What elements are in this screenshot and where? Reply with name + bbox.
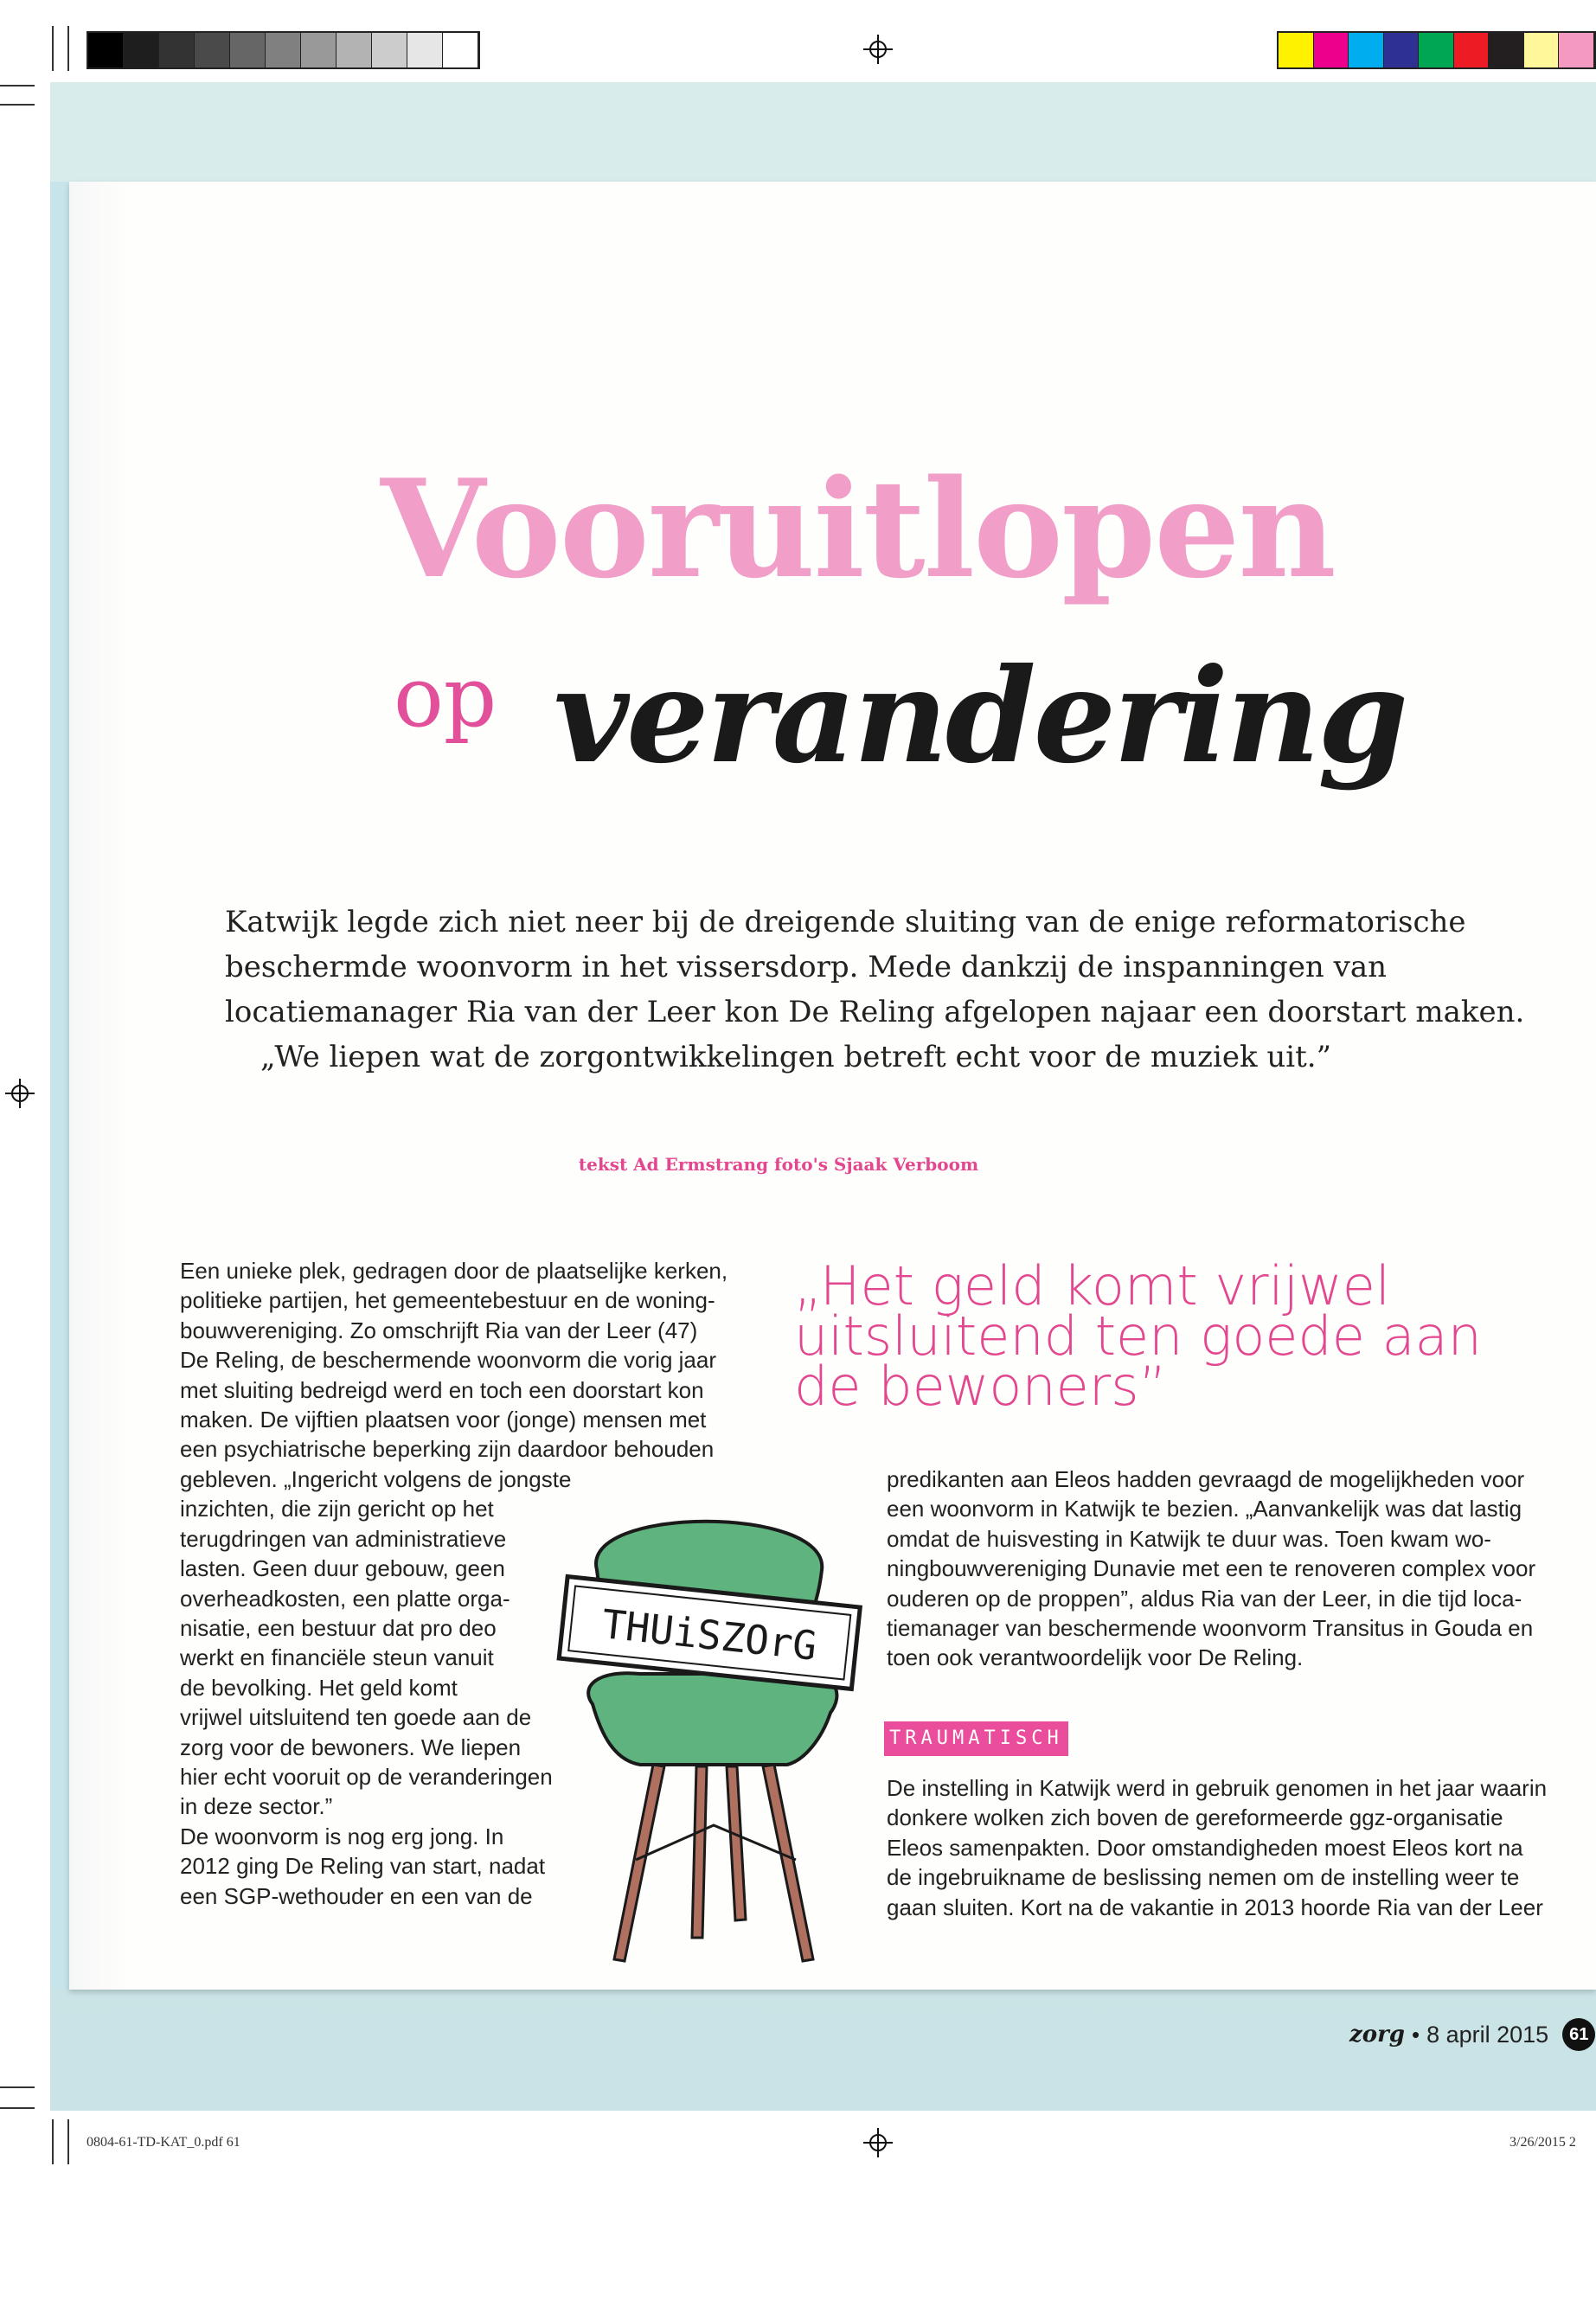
grayscale-color-bar [87,31,480,69]
color-swatch [301,33,337,67]
body-line: Een unieke plek, gedragen door de plaatselijke kerken, [180,1258,728,1284]
chair-seat [588,1673,836,1765]
body-line: gebleven. „Ingericht volgens de jongste [180,1466,572,1492]
registration-mark-icon [863,2128,893,2157]
body-line: zorg voor de bewoners. We liepen [180,1734,522,1760]
color-swatch [1384,33,1420,67]
color-swatch [1279,33,1314,67]
body-line: inzichten, die zijn gericht op het [180,1496,494,1522]
body-line: omdat de huisvesting in Katwijk te duur was. Toen kwam wo- [887,1525,1491,1552]
body-line: een SGP-wethouder en een van de [180,1882,533,1909]
byline-credit: tekst Ad Ermstrang foto's Sjaak Verboom [578,1154,979,1175]
pull-quote [794,1254,1555,1418]
page-footer [1349,2017,1595,2052]
article-title: Vooruitlopen [381,450,1335,608]
registration-mark-icon [5,1079,35,1108]
color-swatch [266,33,301,67]
crop-mark [0,2107,35,2109]
body-line: hier echt vooruit op de veranderingen [180,1764,553,1791]
body-line: werkt en financiële steun vanuit [180,1644,494,1671]
crop-mark [67,26,69,71]
page-number-badge: 61 [1562,2018,1595,2051]
slug-left: 0804-61-TD-KAT_0.pdf 61 [87,2135,240,2150]
sign-text: THUiSZOrG [599,1600,819,1670]
body-column-left-bottom [180,1465,572,1911]
body-line: toen ook verantwoordelijk voor De Reling. [887,1644,1304,1671]
body-line: een psychiatrische beperking zijn daardoor behouden [180,1436,715,1463]
body-line: gaan sluiten. Kort na de vakantie in 2013 hoorde Ria van der Leer [887,1894,1543,1920]
crop-mark [0,2086,35,2088]
body-line: Eleos samenpakten. Door omstandigheden moest Eleos kort na [887,1834,1523,1861]
color-swatch [230,33,266,67]
chair-cross-brace [636,1825,796,1860]
body-line: predikanten aan Eleos hadden gevraagd de mogelijkheden voor [887,1466,1525,1492]
intro-line: Katwijk legde zich niet neer bij de dreigende sluiting van de enige reformatorische [225,905,1466,939]
color-swatch [407,33,443,67]
intro-line: beschermde woonvorm in het vissersdorp. Mede dankzij de inspanningen van [225,950,1388,984]
pull-quote-line: uitsluitend ten goede aan [794,1304,1482,1368]
body-line: ningbouwvereniging Dunavie met een te renoveren complex voor [887,1555,1536,1582]
article-intro [225,900,1525,1080]
crop-mark [67,2119,69,2164]
body-line: vrijwel uitsluitend ten goede aan de [180,1704,532,1731]
body-line: bouwvereniging. Zo omschrijft Ria van der Leer (47) [180,1317,698,1343]
body-line: De instelling in Katwijk werd in gebruik genomen in het jaar waarin [887,1775,1548,1801]
color-swatch [124,33,159,67]
color-swatch [372,33,407,67]
body-line: De woonvorm is nog erg jong. In [180,1823,504,1849]
crop-mark [0,104,35,106]
body-line: 2012 ging De Reling van start, nadat [180,1853,546,1880]
section-subhead: TRAUMATISCH [884,1721,1068,1756]
pull-quote-line: de bewoners” [794,1355,1167,1418]
footer-separator: • [1411,2021,1420,2048]
body-line: tiemanager van beschermende woonvorm Transitus in Gouda en [887,1615,1534,1642]
body-line: de ingebruikname de beslissing nemen om de instelling weer te [887,1864,1520,1891]
body-line: politieke partijen, het gemeentebestuur en de woning- [180,1287,715,1314]
body-line: ouderen op de proppen”, aldus Ria van der Leer, in die tijd loca- [887,1585,1522,1612]
pull-quote-line: „Het geld komt vrijwel [794,1254,1391,1317]
body-column-left-top [180,1256,734,1465]
color-swatch [1559,33,1594,67]
body-line: met sluiting bedreigd werd en toch een doorstart kon [180,1376,704,1403]
chair-illustration [545,1488,874,1981]
body-line: maken. De vijftien plaatsen voor (jonge) mensen met [180,1407,707,1433]
crop-mark [0,85,35,87]
intro-line: locatiemanager Ria van der Leer kon De Reling afgelopen najaar een doorstart maken. [225,995,1525,1029]
title-connector: op [394,649,497,746]
body-line: in deze sector.” [180,1793,333,1820]
body-line: een woonvorm in Katwijk te bezien. „Aanvankelijk was dat lastig [887,1496,1522,1522]
color-swatch [195,33,230,67]
body-line: overheadkosten, een platte orga- [180,1585,510,1612]
body-line: terugdringen van administratieve [180,1525,507,1552]
color-swatch [1419,33,1454,67]
left-blue-strip [50,182,69,1990]
process-color-bar [1277,31,1596,69]
registration-mark-icon [863,35,893,64]
body-line: lasten. Geen duur gebouw, geen [180,1555,505,1582]
color-swatch [159,33,195,67]
color-swatch [88,33,124,67]
intro-line: „We liepen wat de zorgontwikkelingen betreft echt voor de muziek uit.” [260,1040,1331,1074]
color-swatch [1314,33,1349,67]
body-line: De Reling, de beschermende woonvorm die vorig jaar [180,1347,716,1374]
body-column-right-bottom [887,1773,1561,1922]
body-line: de bevolking. Het geld komt [180,1674,458,1701]
crop-mark [52,2119,54,2164]
body-line: nisatie, een bestuur dat pro deo [180,1615,497,1642]
slug-right: 3/26/2015 2 [1509,2135,1576,2150]
chair-legs [614,1765,813,1961]
color-swatch [1349,33,1384,67]
body-column-right-top [887,1465,1561,1673]
crop-mark [52,26,54,71]
magazine-name: zorg [1349,2022,1405,2048]
issue-date: 8 april 2015 [1426,2021,1549,2048]
color-swatch [337,33,372,67]
title-script-word: verandering [554,640,1407,792]
color-swatch [1489,33,1524,67]
color-swatch [1524,33,1560,67]
color-swatch [443,33,478,67]
color-swatch [1454,33,1490,67]
body-line: donkere wolken zich boven de gereformeerde ggz-organisatie [887,1804,1503,1831]
